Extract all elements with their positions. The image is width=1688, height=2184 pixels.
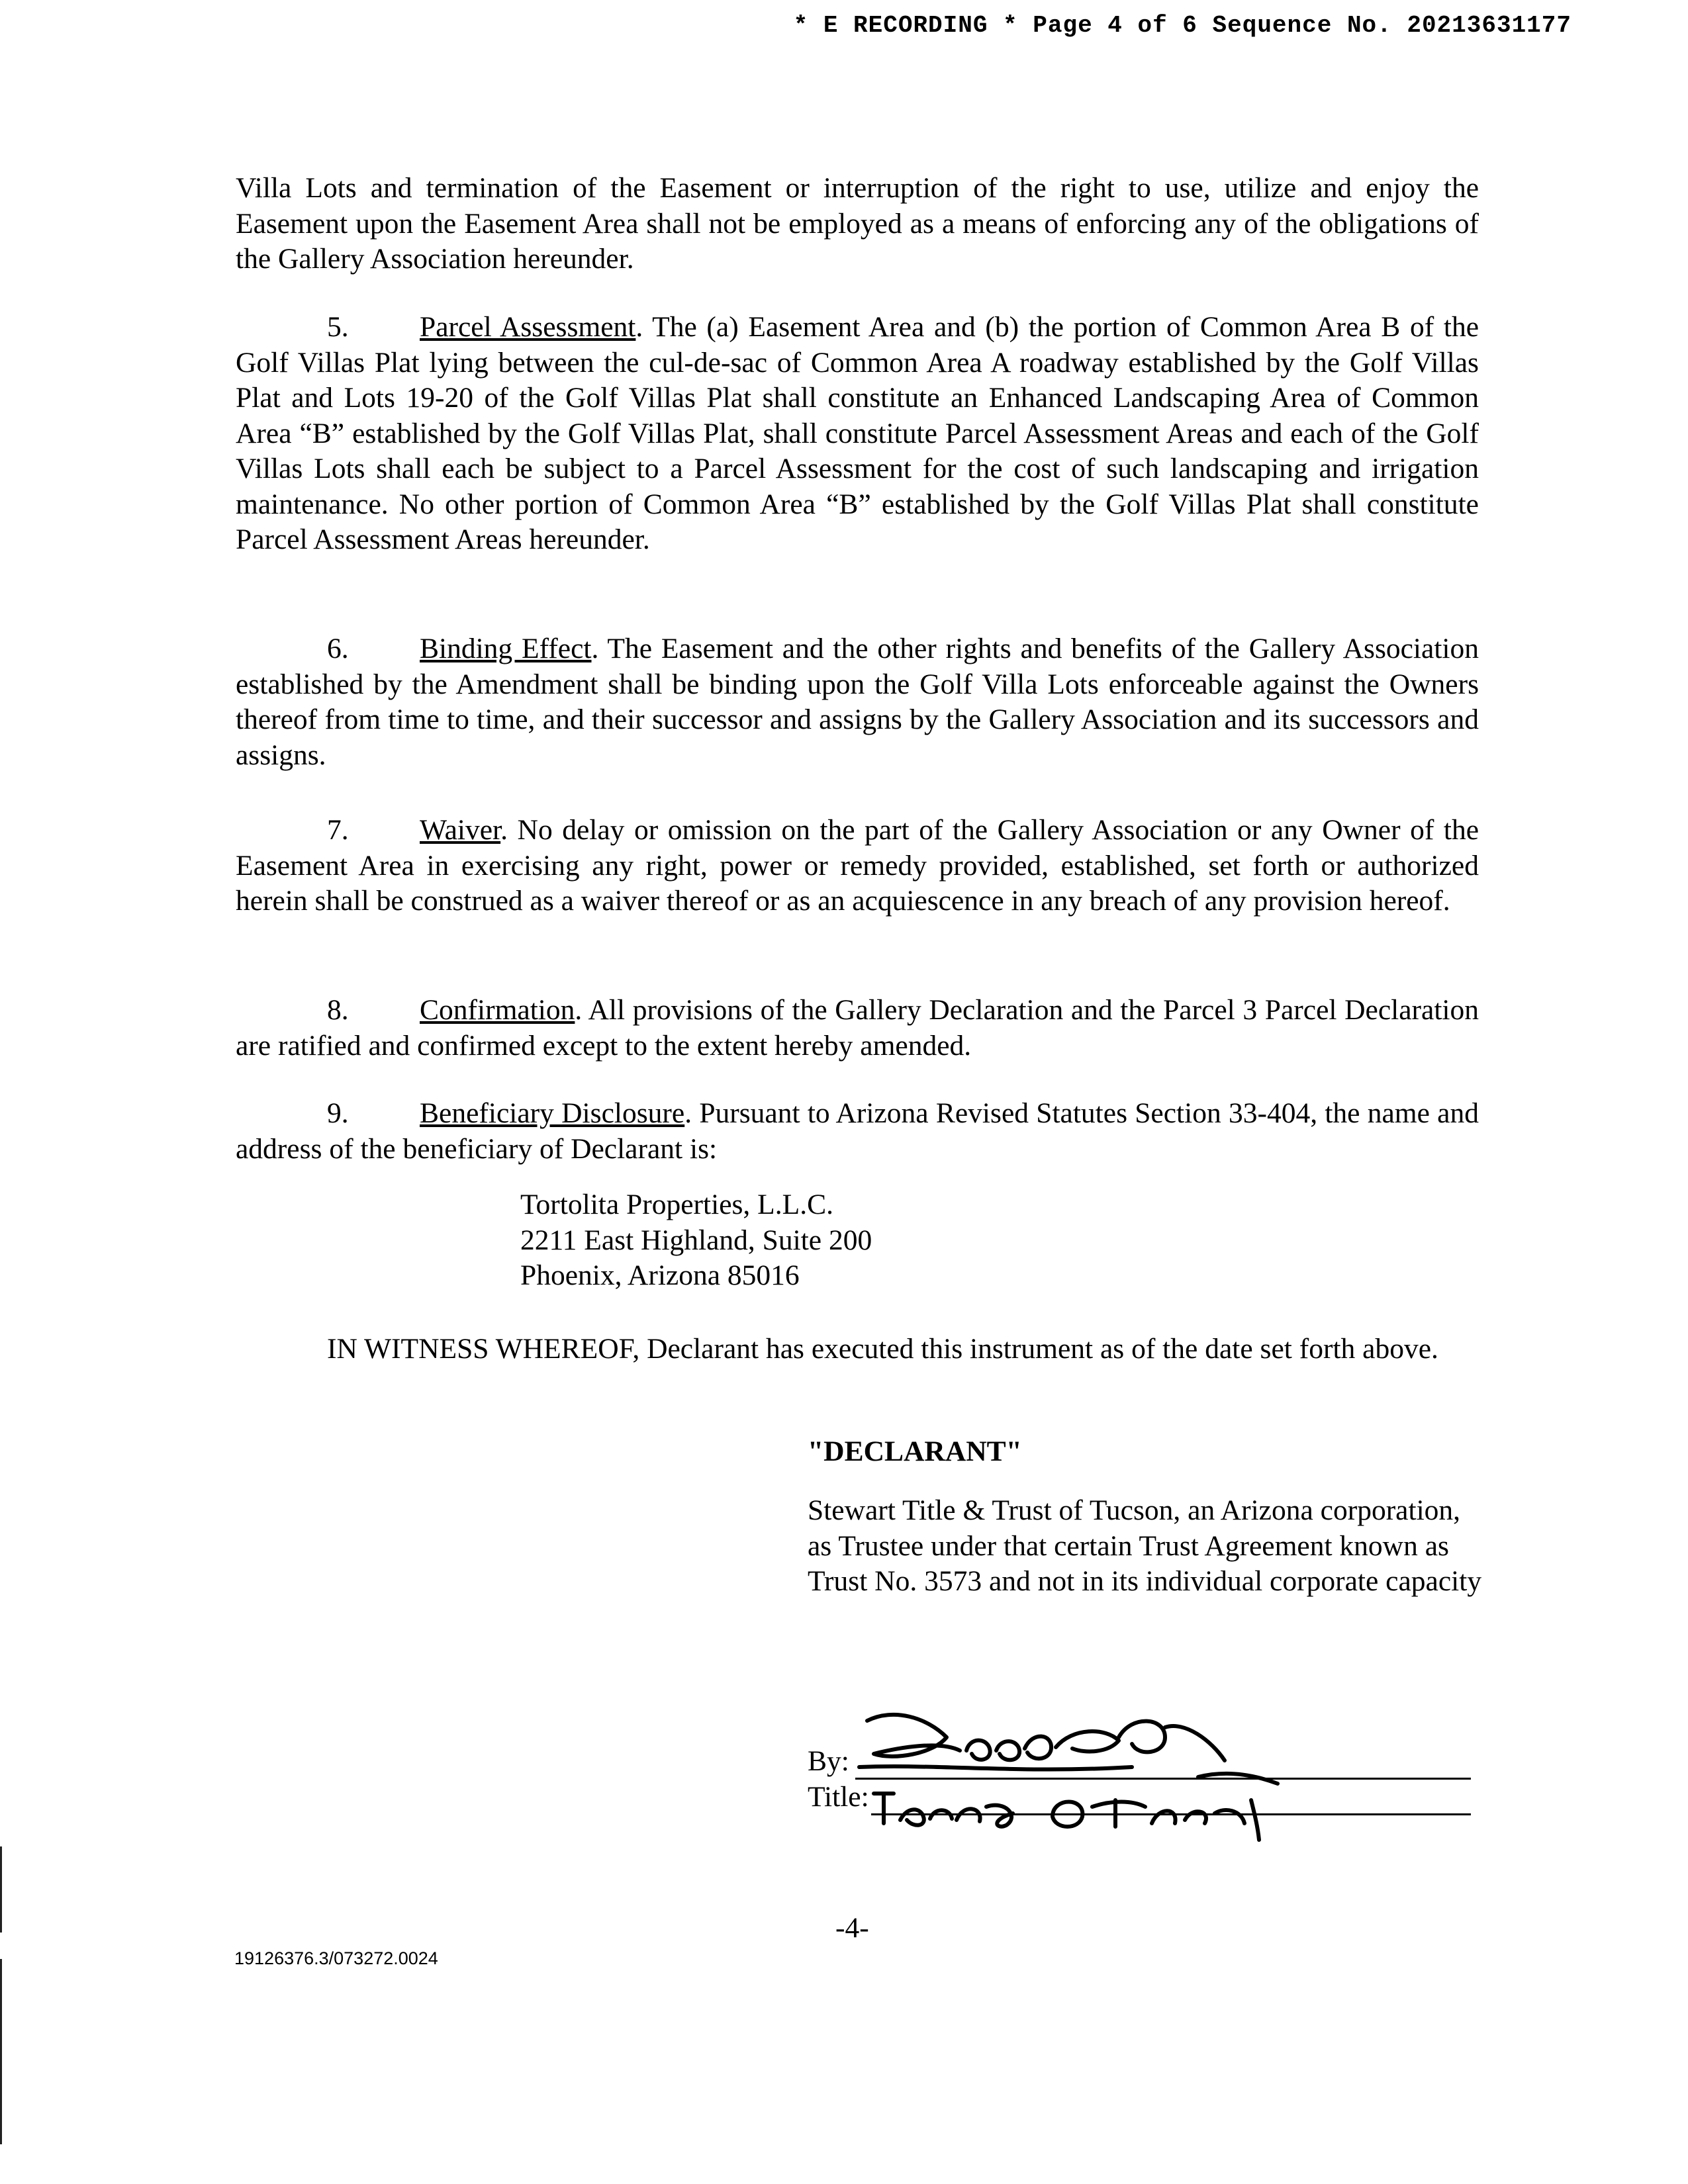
beneficiary-street: 2211 East Highland, Suite 200: [520, 1224, 872, 1256]
scan-edge-mark: [0, 1959, 2, 2144]
document-id: 19126376.3/073272.0024: [234, 1948, 438, 1968]
handwritten-signature: [854, 1701, 1331, 1846]
witness-paragraph: [236, 1332, 1479, 1367]
section-number: 9.: [327, 1097, 349, 1129]
page-number: -4-: [835, 1912, 869, 1944]
section-title: Confirmation: [420, 994, 575, 1026]
beneficiary-city: Phoenix, Arizona 85016: [520, 1259, 800, 1291]
section-number: 7.: [327, 814, 349, 846]
section-number: 6.: [327, 633, 349, 664]
beneficiary-name: Tortolita Properties, L.L.C.: [520, 1189, 833, 1220]
section-8-paragraph: [236, 993, 1479, 1064]
section-9-paragraph: [236, 1096, 1479, 1167]
section-5-paragraph: [236, 310, 1479, 558]
section-text: . Pursuant to Arizona Revised Statutes Section 33-404, the name and address of the beneficiary of Declarant is:: [236, 1097, 1479, 1165]
declarant-heading: "DECLARANT": [808, 1435, 1022, 1467]
declarant-description: Stewart Title & Trust of Tucson, an Arizona corporation, as Trustee under that certain Trust Agreement known as Trust No. 3573 and not in its individual corporate capacity: [808, 1494, 1482, 1597]
section-title: Parcel Assessment: [420, 311, 636, 343]
section-text: . All provisions of the Gallery Declaration and the Parcel 3 Parcel Declaration are ratified and confirmed except to the extent hereby amended.: [236, 994, 1479, 1062]
section-6-paragraph: [236, 631, 1479, 773]
witness-text: IN WITNESS WHEREOF, Declarant has executed this instrument as of the date set forth above.: [327, 1333, 1438, 1365]
section-number: 5.: [327, 311, 349, 343]
section-title: Beneficiary Disclosure: [420, 1097, 685, 1129]
title-label: Title:: [808, 1781, 869, 1813]
continuation-paragraph: Villa Lots and termination of the Easement or interruption of the right to use, utilize and enjoy the Easement upon the Easement Area shall not be employed as a means of enforcing any of the obligations of the Gallery Association hereunder.: [236, 172, 1479, 275]
section-number: 8.: [327, 994, 349, 1026]
scan-edge-mark: [0, 1846, 2, 1933]
section-text: . The Easement and the other rights and benefits of the Gallery Association established by the Amendment shall be binding upon the Golf Villa Lots enforceable against the Owners thereof from time to time, and their successor and assigns by the Gallery Association and its successors and assigns.: [236, 633, 1479, 771]
section-7-paragraph: [236, 813, 1479, 919]
section-title: Binding Effect: [420, 633, 592, 664]
section-title: Waiver: [420, 814, 501, 846]
by-label: By:: [808, 1745, 849, 1777]
section-text: . The (a) Easement Area and (b) the portion of Common Area B of the Golf Villas Plat lying between the cul-de-sac of Common Area A roadway established by the Golf Villas Plat and Lots 19-20 of the Golf Villas Plat shall constitute an Enhanced Landscaping Area of Common Area “B” established by the Golf Villas Plat, shall constitute Parcel Assessment Areas and each of the Golf Villas Lots shall each be subject to a Parcel Assessment for the cost of such landscaping and irrigation maintenance. No other portion of Common Area “B” established by the Golf Villas Plat shall constitute Parcel Assessment Areas hereunder.: [236, 311, 1479, 555]
section-text: . No delay or omission on the part of the Gallery Association or any Owner of the Easement Area in exercising any right, power or remedy provided, established, set forth or authorized herein shall be construed as a waiver thereof or as an acquiescence in any breach of any provision hereof.: [236, 814, 1479, 917]
recording-header: * E RECORDING * Page 4 of 6 Sequence No. 20213631177: [793, 12, 1571, 39]
beneficiary-address: [520, 1187, 872, 1294]
